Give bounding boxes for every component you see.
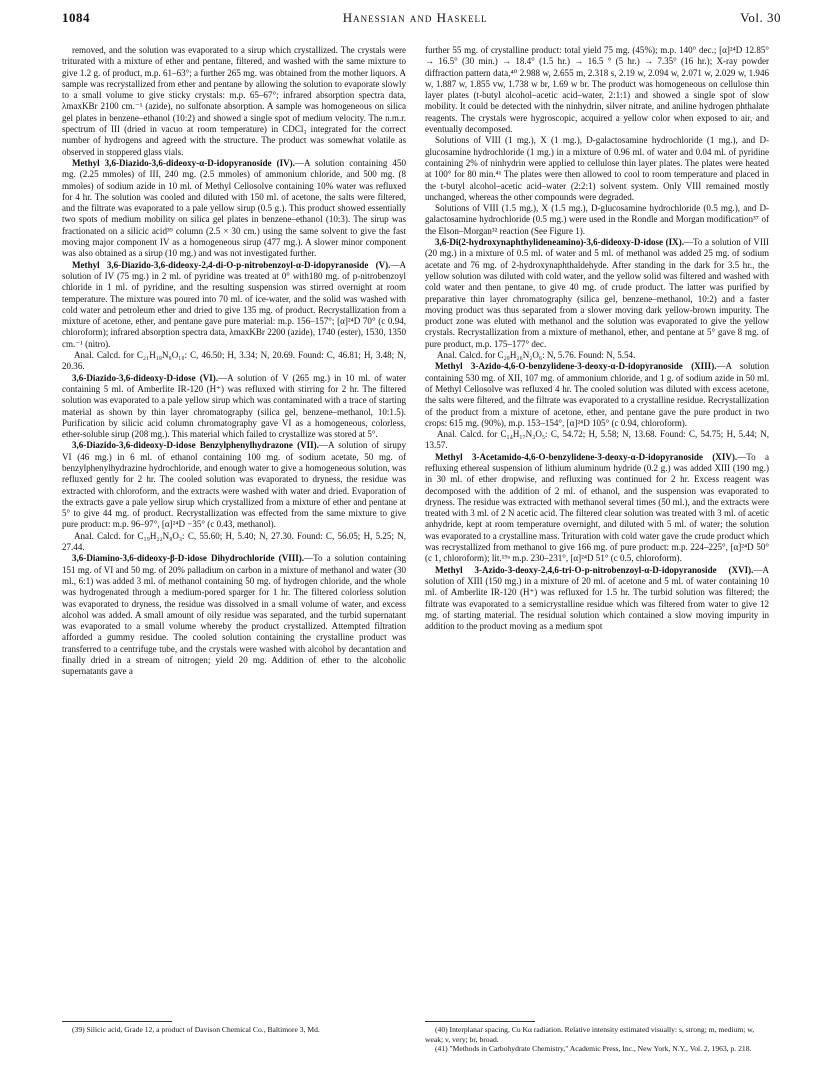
paragraph (62, 158, 406, 260)
paragraph (425, 350, 769, 361)
section-heading: 3,6-Di(2-hydroxynaphthylideneamino)-3,6-dideoxy-D-idose (IX). (435, 237, 684, 248)
footnote: (41) "Methods in Carbohydrate Chemistry," Academic Press, Inc., New York, N.Y., Vol. 2, 1963, p. 218. (435, 1044, 752, 1054)
paragraph (62, 350, 406, 373)
section-heading: Methyl 3-Azido-3-deoxy-2,4,6-tri-O-p-nitrobenzoyl-α-D-idopyranoside (XVI). (435, 564, 754, 575)
body-text: Solutions of VIII (1 mg.), X (1 mg.), D-galactosamine hydrochloride (1 mg.), and D-glucosamine hydrochloride (1 mg.) in a mixture of 0.96 ml. of water and 0.04 ml. of pyridine containing 2% of ninhydrin were applied to cellulose thin layer plates. The plates were heated at 100° for 80 min.⁴¹ The plates were then allowed to cool to room temperature and placed in the t-butyl alcohol–acetic acid–water (2:2:1) solvent system. Only VIII remained mostly unchanged, whereas the other compounds were degraded. (425, 135, 769, 202)
body-text: removed, and the solution was evaporated to a sirup which crystallized. The crystals were triturated with a mixture of ether and pentane, filtered, and washed with the same mixture to give 1.2 g. of product, m.p. 61–63°; a further 265 mg. was obtained from the mother liquors. A sample was recrystallized from ether and pentane by allowing the solution to evaporate slowly to a small volume to give sticky crystals: m.p. 65–67°; infrared absorption spectra data, λmaxKBr 2100 cm.⁻¹ (azide), no sulfonate absorption. A sample was homogeneous on silica gel plates in benzene–ethanol (10:2) and showed a single spot of medium velocity. The n.m.r. spectrum of III (dried in vacuo at room temperature) in CDCl₃ integrated for the correct number of hydrogens and agreed with the structure. The product was somewhat volatile as observed in stoppered glass vials. (62, 45, 406, 157)
volume-label: Vol. 30 (740, 10, 781, 25)
footnote-rule (425, 1021, 535, 1022)
footnote: (40) Interplanar spacing, Cu Kα radiation. Relative intensity estimated visually: s, strong; m, medium; w, weak; v, very; br, broad. (425, 1025, 755, 1044)
paragraph (425, 237, 769, 350)
section-heading: Methyl 3,6-Diazido-3,6-dideoxy-2,4-di-O-p-nitrobenzoyl-α-D-idopyranoside (V). (72, 259, 391, 270)
page-header (62, 10, 781, 32)
paragraph (62, 45, 406, 158)
left-footnotes (62, 1016, 406, 1035)
paragraph (62, 260, 406, 350)
section-heading: 3,6-Diazido-3,6-dideoxy-D-idose (VI). (72, 372, 219, 383)
body-text: further 55 mg. of crystalline product: total yield 75 mg. (45%); m.p. 140° dec.; [α]²⁴D 12.85° → 16.5° (30 min.) → 18.4° (1.5 hr.) → 16.5 ° (5 hr.) → 7.35° (16 hr.); X-ray powder diffraction pattern data,⁴⁰ 2.988 w, 2.655 m, 2.318 s, 2.19 w, 2.094 w, 2.071 w, 2.029 w, 1.946 w, 1.887 w, 1.855 vw, 1.738 w br, 1.69 w br. The product was homogeneous on cellulose thin layer plates (t-butyl alcohol–acetic acid–water, 2:1:1) and showed a single spot of slow mobility. It could be detected with the ninhydrin, silver nitrate, and aniline hydrogen phthalate reagents. The crystals were hygroscopic, acquired a yellow color when exposed to air, and eventually decomposed. (425, 45, 769, 135)
section-heading: 3,6-Diamino-3,6-dideoxy-β-D-idose Dihydrochloride (VIII). (72, 553, 305, 564)
analysis-text: Anal. Calcd. for C₁₉H₂₂N₈O₃: C, 55.60; H, 5.40; N, 27.30. Found: C, 56.05; H, 5.25; N, 27.44. (62, 530, 406, 553)
section-heading: Methyl 3-Acetamido-4,6-O-benzylidene-3-deoxy-α-D-idopyranoside (XIV). (435, 451, 738, 462)
right-column (425, 45, 769, 632)
paragraph (425, 203, 769, 237)
paragraph (425, 452, 769, 565)
page-number: 1084 (62, 10, 90, 25)
body-text: —To a solution of VIII (20 mg.) in a mixture of 0.5 ml. of water and 5 ml. of methanol was added 25 mg. of sodium acetate and 76 mg. of 2-hydroxynaphthaldehyde. After standing in the dark for 3.5 hr., the yellow solution was diluted with cold water, and the yellow solid was filtered and washed with cold water and then pentane, to give 40 mg. of crude product. The latter was purified by preparative thin layer chromatography (silica gel, benzene–methanol, 10:2) and a faster moving product was thus separated from a slower moving dark yellow-brown impurity. The product zone was eluted with methanol and the solution was evaporated to give the yellow crystals. Recrystallization from a mixture of methanol, ether, and pentane at 5° gave 8 mg. of pure product, m.p. 175–177° dec. (425, 237, 769, 349)
paragraph (425, 565, 769, 633)
paragraph (425, 45, 769, 135)
paragraph (425, 429, 769, 452)
left-column (62, 45, 406, 678)
analysis-text: Anal. Calcd. for C₂₈H₂₆N₂O₆: N, 5.76. Found: N, 5.54. (437, 350, 636, 361)
section-heading: Methyl 3,6-Diazido-3,6-dideoxy-α-D-idopyranoside (IV). (72, 157, 295, 168)
analysis-text: Anal. Calcd. for C₂₁H₁₈N₈O₁₀: C, 46.50; H, 3.34; N, 20.69. Found: C, 46.81; H, 3.48; N, 20.36. (62, 350, 406, 372)
body-text: —A solution of XIII (150 mg.) in a mixture of 20 ml. of acetone and 5 ml. of water containing 10 ml. of Amberlite IR-120 (H⁺) was refluxed for 1.5 hr. The turbid solution was filtered; the filtrate was evaporated to a semicrystalline residue which was filtered from water to give 12 mg. of starting material. The residual solution which contained a slow moving impurity in addition to the product moving as a medium spot (425, 564, 769, 632)
footnote-rule (62, 1021, 172, 1022)
footnote: (39) Silicic acid, Grade 12, a product of Davison Chemical Co., Baltimore 3, Md. (72, 1025, 320, 1034)
body-text: —To a solution containing 151 mg. of VI and 50 mg. of 20% palladium on carbon in a mixture of methanol and water (30 ml., 6:1) was added 3 ml. of methanol containing 50 mg. of hydrogen chloride, and the whole was hydrogenated through a medium-pored sparger for 1 hr. The filtered colorless solution was evaporated to dryness, the residue was dissolved in a small volume of water, and excess alcohol was added. A small amount of oily residue was separated, and the turbid supernatant was evaporated to a small volume whereby the product crystallized. Attempted filtration afforded a gummy residue. The cooled solution containing the crystalline product was transferred to a centrifuge tube, and the crystals were washed with alcohol by decantation and finally dried in a stream of nitrogen; yield 20 mg. Addition of ether to the alcoholic supernatants gave a (62, 553, 406, 677)
body-text: Solutions of VIII (1.5 mg.), X (1.5 mg.), D-glucosamine hydrochloride (0.5 mg.), and D-galactosamine hydrochloride (0.5 mg.) were used in the Rondle and Morgan modification³⁷ of the Elson–Morgan³² reaction (See Figure 1). (425, 203, 769, 236)
paragraph (62, 553, 406, 677)
body-text: —A solution of V (265 mg.) in 10 ml. of water containing 5 ml. of Amberlite IR-120 (H⁺) was refluxed with stirring for 2 hr. The filtered solution was evaporated to a pale yellow sirup which was contaminated with a trace of starting material as shown by thin layer chromatography (silica gel, benzene–methanol, 10:1.5). Purification by silicic acid column chromatography gave VI as a homogeneous, colorless, ether-soluble sirup (208 mg.). This material which failed to crystallize was stored at 5°. (62, 372, 406, 440)
section-heading: 3,6-Diazido-3,6-dideoxy-D-idose Benzylphenylhydrazone (VII). (72, 440, 319, 451)
right-footnotes (425, 1016, 769, 1054)
body-text: —A solution containing 450 mg. (2.25 mmoles) of III, 240 mg. (2.5 mmoles) of ammonium chloride, and 500 mg. (8 mmoles) of sodium azide in 10 ml. of Methyl Cellosolve containing 10% water was refluxed for 4 hr. The solution was cooled and diluted with 150 ml. of acetone, the salts were filtered, and the filtrate was evaporated to a pale yellow sirup (0.5 g.). This product showed essentially two spots of medium mobility on silica gel plates in benzene–ethanol (10:3). The sirup was fractionated on a silicic acid³⁹ column (2.5 × 30 cm.) using the same solvent to give the fast moving major component IV as a homogeneous sirup (477 mg.). A slower minor component was also obtained as a sirup (10 mg.) and was not investigated further. (62, 157, 406, 259)
section-heading: Methyl 3-Azido-4,6-O-benzylidene-3-deoxy-α-D-idopyranoside (XIII). (435, 361, 717, 372)
analysis-text: Anal. Calcd. for C₁₄H₁₇N₃O₅: C, 54.72; H, 5.58; N, 13.68. Found: C, 54.75; H, 5.44; N, 13.57. (425, 429, 769, 451)
paragraph (62, 531, 406, 554)
running-title: Hanessian and Haskell (342, 10, 488, 25)
paragraph (425, 361, 769, 429)
body-text: —A solution containing 530 mg. of XII, 107 mg. of ammonium chloride, and 1 g. of sodium azide in 50 ml. of Methyl Cellosolve was refluxed 4 hr. The cooled solution was diluted with excess acetone, the salts were filtered, and the filtrate was evaporated to a crystalline residue. Recrystallization of the product from a mixture of acetone, ether, and pentane gave the pure product in two crops: 615 mg. (90%), m.p. 153–154°, [α]²⁴D 105° (c 0.94, chloroform). (425, 361, 769, 428)
paragraph (62, 440, 406, 530)
paragraph (62, 373, 406, 441)
paragraph (425, 135, 769, 203)
body-text: —A solution of IV (75 mg.) in 2 ml. of pyridine was treated at 0° with180 mg. of p-nitrobenzoyl chloride in 1 ml. of pyridine, and the resulting suspension was stirred overnight at room temperature. The mixture was poured into 70 ml. of ice-water, and the solid was washed with cold water and petroleum ether and dried to give 135 mg. of product. Recrystallization from a mixture of acetone, ether, and pentane gave pure material: m.p. 156–157°; [α]²⁴D 70° (c 0.94, chloroform); infrared absorption spectra data, λmaxKBr 2200 (azide), 1740 (ester), 1530, 1350 cm.⁻¹ (nitro). (62, 259, 406, 349)
body-text: —To a refluxing ethereal suspension of lithium aluminum hydride (0.2 g.) was added XIII (190 mg.) in 30 ml. of ether dropwise, and refluxing was continued for 2 hr. Excess reagent was decomposed with the addition of 2 ml. of ethanol, and the suspension was evaporated to dryness. The residue was extracted with methanol several times (50 ml.), and the extracts were treated with 3 ml. of 2 N acetic acid. The filtered clear solution was treated with 3 ml. of acetic anhydride, kept at room temperature overnight, and diluted with 5 ml. of water; the solution was evaporated to a crystalline mass. Trituration with cold water gave the crude product which was recrystallized from methanol to give 166 mg. of pure product: m.p. 224–225°, [α]²⁴D 50° (c 1, chloroform); lit.¹⁹ᵃ m.p. 230–231°, [α]²⁴D 51° (c 0.5, chloroform). (425, 451, 770, 564)
body-text: —A solution of sirupy VI (46 mg.) in 6 ml. of ethanol containing 100 mg. of sodium acetate, 50 mg. of benzylphenylhydrazine hydrochloride, and enough water to give a homogeneous solution, was refluxed gently for 2 hr. The cooled solution was evaporated to dryness, the residue was extracted with chloroform, and the extracts were washed with water and dried. Evaporation of the extracts gave a pale yellow sirup which crystallized from a mixture of ether and pentane at 5° to give 44 mg. of product. Recrystallization was effected from the same mixture to give pure product: m.p. 96–97°, [α]²⁴D −35° (c 0.43, methanol). (62, 440, 406, 530)
